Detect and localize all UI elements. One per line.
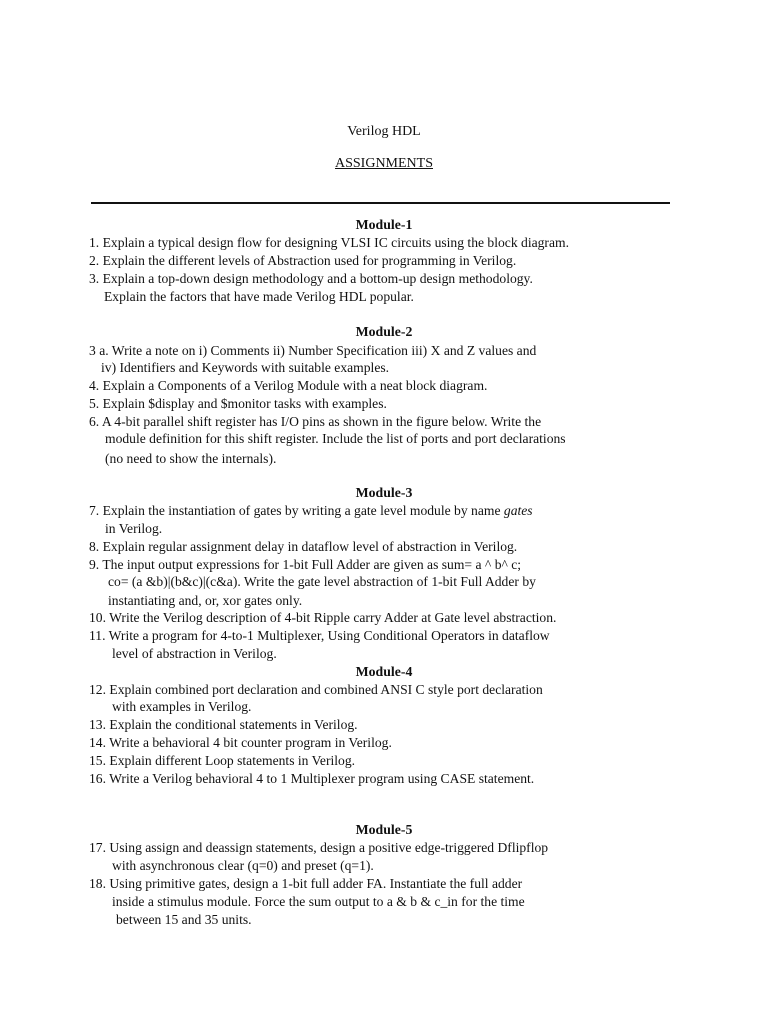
question-13: 13. Explain the conditional statements in Verilog. [89, 717, 358, 732]
question-16: 16. Write a Verilog behavioral 4 to 1 Multiplexer program using CASE statement. [89, 771, 535, 786]
question-15: 15. Explain different Loop statements in Verilog. [89, 753, 356, 768]
question-7-module-name: gates [503, 503, 533, 518]
question-5: 5. Explain $display and $monitor tasks with examples. [89, 396, 387, 411]
question-9-continued: co= (a &b)|(b&c)|(c&a). Write the gate level abstraction of 1-bit Full Adder by [108, 574, 536, 589]
question-18-continued-2: between 15 and 35 units. [116, 912, 252, 927]
question-6-continued: module definition for this shift register. Include the list of ports and port declarations [105, 431, 566, 446]
question-3a-continued: iv) Identifiers and Keywords with suitable examples. [101, 360, 390, 375]
question-12: 12. Explain combined port declaration and combined ANSI C style port declaration [89, 682, 543, 697]
question-7 [89, 502, 533, 520]
question-17-continued: with asynchronous clear (q=0) and preset (q=1). [112, 858, 374, 873]
question-11: 11. Write a program for 4-to-1 Multiplexer, Using Conditional Operators in dataflow [89, 628, 550, 643]
question-3-continued: Explain the factors that have made Verilog HDL popular. [104, 289, 414, 304]
question-2: 2. Explain the different levels of Abstraction used for programming in Verilog. [89, 253, 517, 268]
question-18-continued: inside a stimulus module. Force the sum output to a & b & c_in for the time [112, 894, 525, 909]
question-7-continued: in Verilog. [105, 521, 163, 536]
question-17: 17. Using assign and deassign statements, design a positive edge-triggered Dflipflop [89, 840, 549, 855]
question-8: 8. Explain regular assignment delay in dataflow level of abstraction in Verilog. [89, 539, 518, 554]
module-3-heading: Module-3 [355, 485, 413, 500]
course-title: Verilog HDL [347, 124, 421, 139]
question-3a: 3 a. Write a note on i) Comments ii) Number Specification iii) X and Z values and [89, 343, 537, 358]
question-10: 10. Write the Verilog description of 4-bit Ripple carry Adder at Gate level abstraction. [89, 610, 557, 625]
question-3: 3. Explain a top-down design methodology and a bottom-up design methodology. [89, 271, 533, 286]
question-4: 4. Explain a Components of a Verilog Module with a neat block diagram. [89, 378, 488, 393]
horizontal-rule [91, 202, 670, 204]
question-9-continued-2: instantiating and, or, xor gates only. [108, 593, 303, 608]
module-4-heading: Module-4 [355, 664, 413, 679]
question-9: 9. The input output expressions for 1-bit Full Adder are given as sum= a ^ b^ c; [89, 557, 522, 572]
question-6-continued-2: (no need to show the internals). [105, 451, 277, 466]
question-18: 18. Using primitive gates, design a 1-bit full adder FA. Instantiate the full adder [89, 876, 523, 891]
module-2-heading: Module-2 [355, 324, 413, 339]
question-7-text: 7. Explain the instantiation of gates by writing a gate level module by name [89, 503, 504, 518]
question-6: 6. A 4-bit parallel shift register has I/O pins as shown in the figure below. Write the [89, 414, 542, 429]
module-1-heading: Module-1 [355, 217, 413, 232]
question-12-continued: with examples in Verilog. [112, 699, 252, 714]
question-11-continued: level of abstraction in Verilog. [112, 646, 277, 661]
question-14: 14. Write a behavioral 4 bit counter program in Verilog. [89, 735, 392, 750]
page-title: ASSIGNMENTS [334, 156, 433, 171]
question-1: 1. Explain a typical design flow for designing VLSI IC circuits using the block diagram. [89, 235, 569, 250]
module-5-heading: Module-5 [355, 822, 413, 837]
